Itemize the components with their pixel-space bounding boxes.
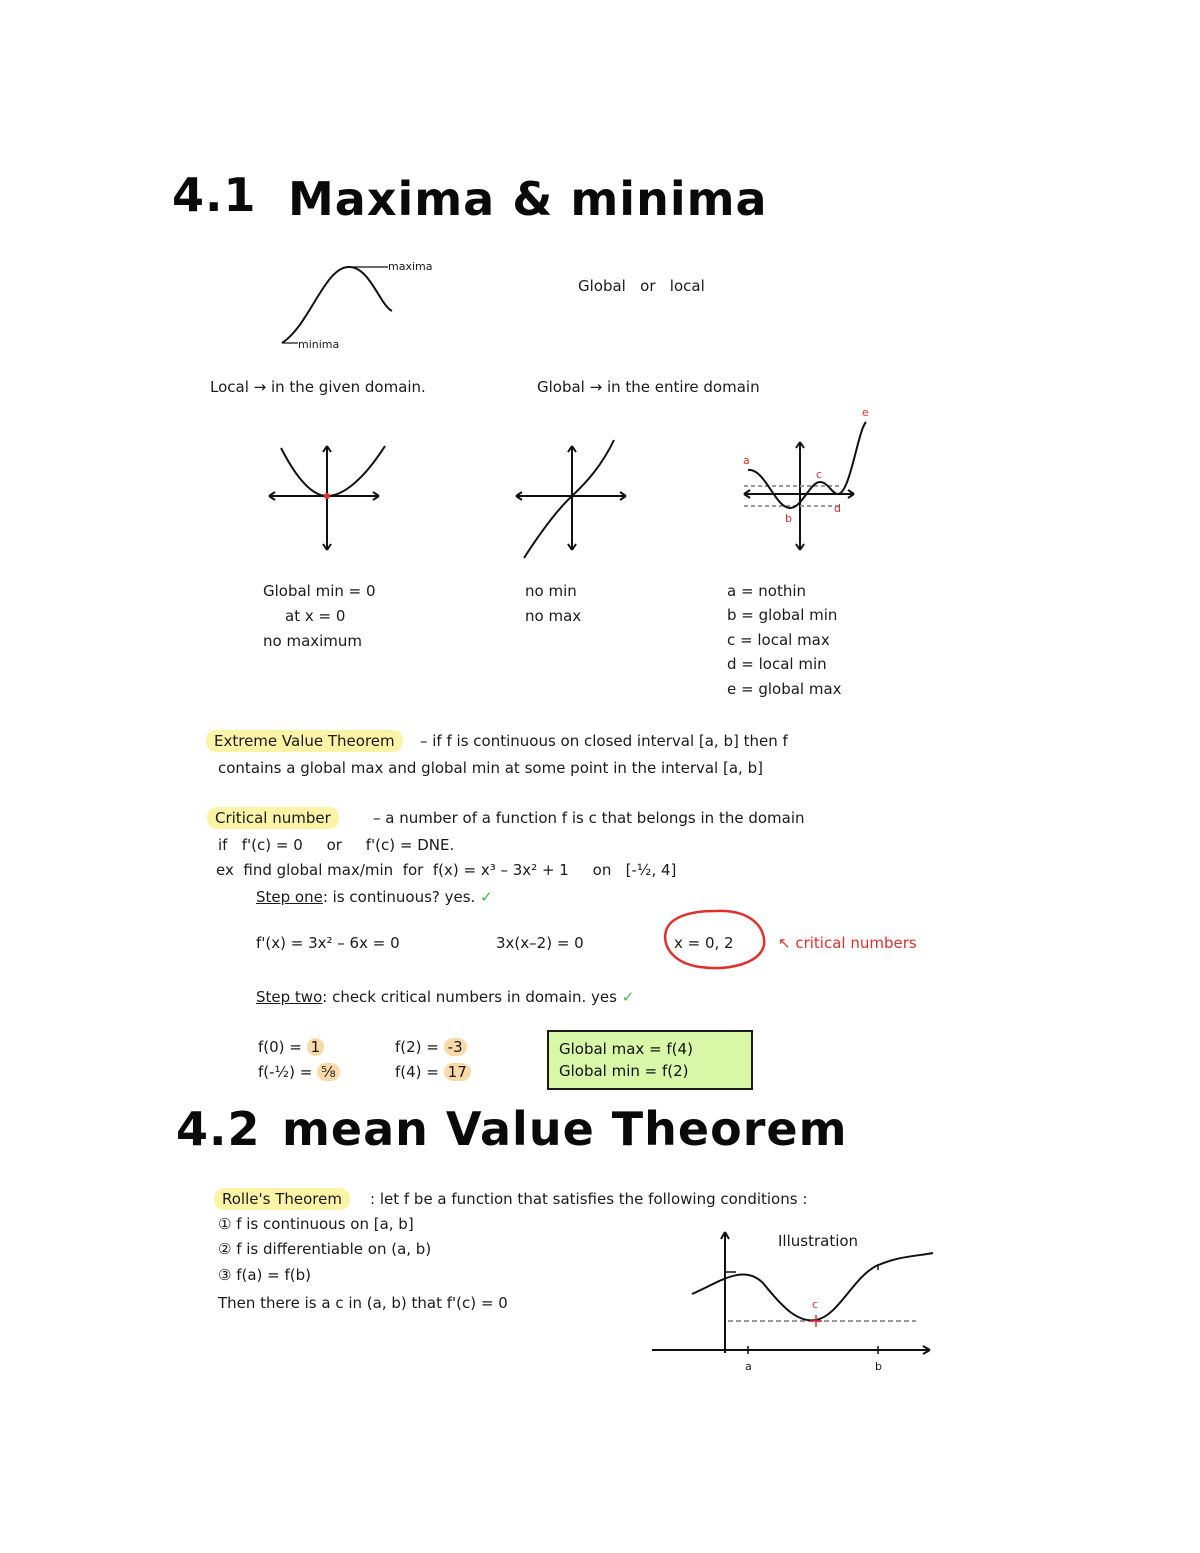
critical-number-label: Critical number <box>207 807 339 829</box>
critical-numbers-note: ↖ critical numbers <box>778 934 917 952</box>
point-label-a: a <box>743 454 750 467</box>
step-one <box>256 888 493 906</box>
global-or-local: Global or local <box>578 277 705 295</box>
check-icon: ✓ <box>480 888 493 906</box>
graph-parabola <box>265 440 385 555</box>
step-one-text: : is continuous? yes. <box>322 888 476 906</box>
eval-fneg-expr: f(-½) = <box>258 1063 313 1081</box>
result-box <box>547 1030 753 1090</box>
eval-f0-value: 1 <box>307 1038 325 1056</box>
graph3-caption-d: d = local min <box>727 655 827 673</box>
derivative-equation: f'(x) = 3x² – 6x = 0 <box>256 934 400 952</box>
step-two <box>256 988 634 1006</box>
graph3-caption-a: a = nothin <box>727 582 807 600</box>
eval-f2-value: -3 <box>444 1038 467 1056</box>
result-global-min: Global min = f(2) <box>559 1062 689 1080</box>
graph1-caption-1: Global min = 0 <box>263 582 376 600</box>
critical-roots: x = 0, 2 <box>674 934 734 952</box>
rolle-illustration <box>648 1228 938 1378</box>
critical-number-cond: if f'(c) = 0 or f'(c) = DNE. <box>218 836 455 854</box>
evt-line-2: contains a global max and global min at some point in the interval [a, b] <box>218 759 763 777</box>
graph1-caption-2: at x = 0 <box>285 607 346 625</box>
point-label-d: d <box>834 502 841 515</box>
factored-equation: 3x(x–2) = 0 <box>496 934 584 952</box>
graph3-caption-e: e = global max <box>727 680 842 698</box>
local-definition: Local → in the given domain. <box>210 378 426 396</box>
point-label-c: c <box>816 468 823 481</box>
eval-f0-expr: f(0) = <box>258 1038 302 1056</box>
illustration-title: Illustration <box>778 1232 859 1250</box>
section-number-4-2: 4.2 <box>176 1102 261 1156</box>
eval-f4 <box>395 1063 471 1081</box>
rolle-intro: : let f be a function that satisfies the following conditions : <box>370 1190 808 1208</box>
rolle-label: Rolle's Theorem <box>214 1188 350 1210</box>
global-definition: Global → in the entire domain <box>537 378 760 396</box>
illustration-label-b: b <box>875 1360 882 1373</box>
evt-line-1: – if f is continuous on closed interval [a, b] then f <box>420 732 788 750</box>
eval-f4-expr: f(4) = <box>395 1063 439 1081</box>
result-global-max: Global max = f(4) <box>559 1040 693 1058</box>
example-line: ex find global max/min for f(x) = x³ – 3x² + 1 on [-½, 4] <box>216 861 677 879</box>
step-one-label: Step one <box>256 888 323 906</box>
graph-local-global <box>740 410 870 555</box>
graph-no-extrema <box>512 440 632 560</box>
eval-f2-expr: f(2) = <box>395 1038 439 1056</box>
eval-fneg-value: ⁵⁄₈ <box>317 1063 340 1081</box>
illustration-label-c: c <box>812 1298 819 1311</box>
section-title-mvt: mean Value Theorem <box>282 1102 848 1156</box>
step-two-label: Step two <box>256 988 323 1006</box>
label-maxima: maxima <box>388 260 433 273</box>
rolle-condition-1: ① f is continuous on [a, b] <box>218 1215 414 1233</box>
graph3-caption-c: c = local max <box>727 631 830 649</box>
point-label-b: b <box>785 512 792 525</box>
graph2-caption-1: no min <box>525 582 577 600</box>
critical-number-def: – a number of a function f is c that belongs in the domain <box>373 809 805 827</box>
graph1-caption-3: no maximum <box>263 632 363 650</box>
illustration-label-a: a <box>745 1360 752 1373</box>
step-two-text: : check critical numbers in domain. yes <box>322 988 617 1006</box>
section-number-4-1: 4.1 <box>172 168 257 222</box>
eval-f2 <box>395 1038 467 1056</box>
point-label-e: e <box>862 406 869 419</box>
evt-label: Extreme Value Theorem <box>206 730 403 752</box>
check-icon: ✓ <box>621 988 635 1006</box>
graph3-caption-b: b = global min <box>727 606 838 624</box>
eval-f0 <box>258 1038 324 1056</box>
rolle-condition-2: ② f is differentiable on (a, b) <box>218 1240 432 1258</box>
rolle-condition-3: ③ f(a) = f(b) <box>218 1266 312 1284</box>
eval-f4-value: 17 <box>444 1063 471 1081</box>
graph2-caption-2: no max <box>525 607 582 625</box>
rolle-conclusion: Then there is a c in (a, b) that f'(c) = 0 <box>218 1294 508 1312</box>
label-minima: minima <box>298 338 340 351</box>
eval-fneg <box>258 1063 340 1081</box>
section-title-maxima-minima: Maxima & minima <box>288 172 768 226</box>
